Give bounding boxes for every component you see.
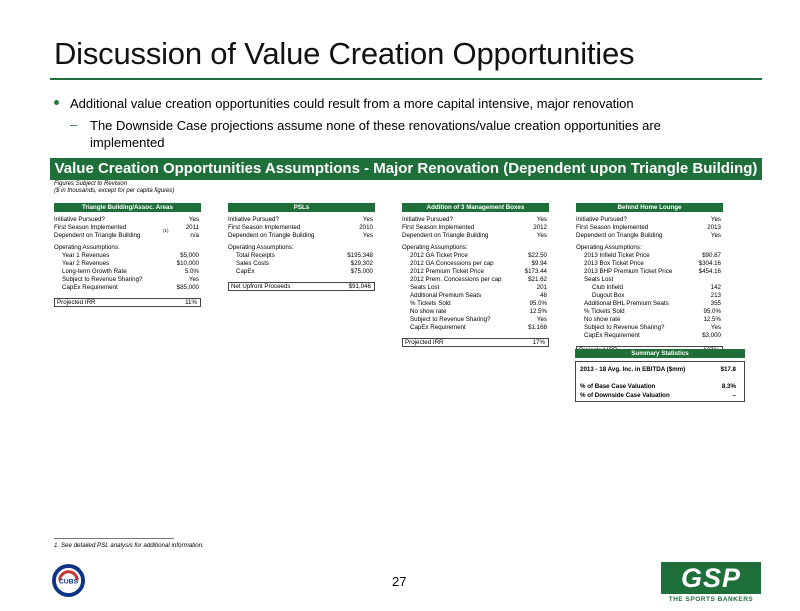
footnote-divider (54, 538, 174, 539)
assumption-row (576, 276, 723, 284)
projected-irr-box (54, 298, 201, 307)
assumption-label: Initiative Pursued? (576, 216, 627, 223)
note-revision: Figures Subject to Revision (54, 181, 128, 187)
assumption-value: 5.0% (184, 268, 199, 275)
assumption-row (576, 224, 723, 232)
summary-value: – (732, 392, 736, 399)
assumption-value: 12.5% (529, 308, 547, 315)
assumption-value: $5,000 (180, 252, 199, 259)
assumption-value: $195,348 (347, 252, 373, 259)
assumption-value: Yes (536, 316, 547, 323)
summary-header: Summary Statistics (575, 349, 745, 358)
assumption-value: Yes (710, 232, 721, 239)
assumption-label: CapEx Requirement (410, 324, 466, 331)
irr-value: $91,046 (348, 283, 371, 290)
assumption-row (402, 284, 549, 292)
assumption-label: 2013 BHP Premium Ticket Price (584, 268, 673, 275)
assumption-value: 355 (710, 300, 721, 307)
assumption-label: Additional Premium Seats (410, 292, 482, 299)
assumption-row (576, 260, 723, 268)
assumption-value: 95.0% (703, 308, 721, 315)
assumption-value: $22.50 (528, 252, 547, 259)
bullet-main-text: Additional value creation opportunities could result from a more capital intensive, major renovation (70, 96, 634, 111)
title-divider (50, 78, 762, 80)
assumption-value: 2012 (533, 224, 547, 231)
assumption-value: 95.0% (529, 300, 547, 307)
bullet-dot-icon (54, 100, 59, 105)
assumption-row (228, 268, 375, 276)
gsp-logo-text: GSP (661, 562, 761, 594)
assumption-value: 12.5% (703, 316, 721, 323)
irr-label: Projected IRR (57, 299, 96, 306)
assumption-value: $304.16 (698, 260, 721, 267)
summary-value: $17.8 (720, 366, 736, 373)
operating-assumptions-text: Operating Assumptions: (54, 244, 120, 251)
summary-label: % of Base Case Valuation (580, 383, 656, 390)
assumption-row (576, 316, 723, 324)
operating-assumptions-label (228, 244, 375, 252)
assumption-row (576, 232, 723, 240)
assumption-value: $1,168 (528, 324, 547, 331)
assumption-label: CapEx Requirement (584, 332, 640, 339)
assumption-label: 2012 Prem. Concessions per cap (410, 276, 502, 283)
assumption-label: Year 1 Revenues (62, 252, 110, 259)
column-header: Addition of 3 Management Boxes (402, 203, 549, 212)
assumption-column (54, 203, 201, 307)
assumption-value: 201 (536, 284, 547, 291)
assumption-label: Long-term Growth Rate (62, 268, 127, 275)
summary-label: 2013 - 18 Avg. Inc. in EBITDA ($mm) (580, 366, 686, 373)
assumption-label: First Season Implemented (54, 224, 127, 231)
assumption-label: First Season Implemented (228, 224, 301, 231)
note-units: ($ in thousands, except for per capita figures) (54, 188, 175, 194)
assumption-value: Yes (536, 232, 547, 239)
assumption-row (576, 216, 723, 224)
assumption-label: Subject to Revenue Sharing? (410, 316, 491, 323)
assumption-row (402, 216, 549, 224)
assumption-row (402, 292, 549, 300)
assumption-label: Dugout Box (592, 292, 625, 299)
assumption-row (576, 268, 723, 276)
assumption-label: Year 2 Revenues (62, 260, 110, 267)
assumption-value: $29,302 (350, 260, 373, 267)
assumption-label: Club Infield (592, 284, 623, 291)
assumption-label: 2013 Box Ticket Price (584, 260, 644, 267)
summary-box (575, 361, 745, 402)
operating-assumptions-text: Operating Assumptions: (228, 244, 294, 251)
assumption-value: $90.87 (702, 252, 721, 259)
notes (54, 181, 174, 195)
cubs-logo-icon (51, 563, 86, 598)
irr-value: 17% (532, 339, 545, 346)
summary-row (578, 382, 742, 391)
assumption-label: Initiative Pursued? (54, 216, 105, 223)
assumption-row (402, 308, 549, 316)
assumption-value: $454.16 (698, 268, 721, 275)
assumption-value: 2010 (359, 224, 373, 231)
page-number: 27 (392, 574, 407, 589)
assumption-value: 2011 (185, 224, 199, 231)
assumption-column (228, 203, 375, 291)
assumption-row (576, 332, 723, 340)
bullet-dash: – (70, 117, 78, 132)
gsp-logo (661, 562, 761, 606)
assumption-value: $85,000 (176, 284, 199, 291)
assumption-row (576, 324, 723, 332)
assumption-row (576, 300, 723, 308)
assumption-row (402, 232, 549, 240)
page-title: Discussion of Value Creation Opportunities (54, 36, 635, 71)
assumption-label: % Tickets Sold (410, 300, 451, 307)
assumption-value: 142 (710, 284, 721, 291)
assumption-label: Initiative Pursued? (402, 216, 453, 223)
assumption-row (228, 216, 375, 224)
projected-irr-box (228, 282, 375, 291)
assumption-row (228, 224, 375, 232)
assumption-label: Subject to Revenue Sharing? (62, 276, 143, 283)
irr-value: 11% (185, 299, 197, 306)
bullet-sub-text: The Downside Case projections assume none of these renovations/value creation opportunities are implemented (90, 118, 661, 150)
assumption-row (54, 284, 201, 292)
assumption-label: No show rate (584, 316, 621, 323)
operating-assumptions-label (576, 244, 723, 252)
summary-row (578, 365, 742, 374)
operating-assumptions-label (54, 244, 201, 252)
assumption-value: 48 (540, 292, 547, 299)
summary-statistics (575, 349, 745, 402)
assumption-row (54, 260, 201, 268)
operating-assumptions-text: Operating Assumptions: (402, 244, 468, 251)
assumption-label: 2012 Premium Ticket Price (410, 268, 484, 275)
assumption-label: Seats Lost (584, 276, 614, 283)
summary-row (578, 391, 742, 400)
assumption-value: n/a (190, 232, 199, 239)
column-header: PSLs (228, 203, 375, 212)
assumption-label: Initiative Pursued? (228, 216, 279, 223)
column-header: Triangle Building/Assoc. Areas (54, 203, 201, 212)
assumption-label: Seats Lost (410, 284, 440, 291)
assumption-value: Yes (188, 276, 199, 283)
assumption-row (54, 224, 201, 232)
assumption-row (228, 252, 375, 260)
assumption-label: 2012 GA Ticket Price (410, 252, 468, 259)
operating-assumptions-text: Operating Assumptions: (576, 244, 642, 251)
assumption-label: CapEx (236, 268, 255, 275)
assumption-column (576, 203, 723, 355)
assumption-row (576, 284, 723, 292)
assumption-row (402, 316, 549, 324)
footnote: 1. See detailed PSL analysis for additional information. (54, 542, 204, 549)
assumption-row (402, 324, 549, 332)
assumption-value: $75,000 (350, 268, 373, 275)
gsp-logo-subtitle: THE SPORTS BANKERS (668, 596, 754, 603)
assumption-value: $9.94 (531, 260, 547, 267)
assumption-value: Yes (710, 324, 721, 331)
psl-footnote-marker: (1) (163, 228, 169, 233)
assumption-label: Dependent on Triangle Building (54, 232, 141, 239)
projected-irr-box (402, 338, 549, 347)
assumption-value: Yes (188, 216, 199, 223)
assumption-label: Subject to Revenue Sharing? (584, 324, 665, 331)
assumption-row (402, 300, 549, 308)
assumption-value: Yes (710, 216, 721, 223)
assumption-row (402, 252, 549, 260)
assumption-row (228, 260, 375, 268)
assumption-row (402, 276, 549, 284)
assumption-value: Yes (536, 216, 547, 223)
assumption-value: Yes (362, 232, 373, 239)
assumption-label: Dependent on Triangle Building (228, 232, 315, 239)
cubs-logo-text: CUBS (58, 578, 79, 586)
irr-label: Projected IRR (405, 339, 444, 346)
assumption-label: No show rate (410, 308, 447, 315)
assumption-row (402, 224, 549, 232)
assumption-value: $173.44 (524, 268, 547, 275)
assumption-row (576, 308, 723, 316)
assumption-label: Additional BHL Premium Seats (584, 300, 669, 307)
assumption-value: $21.62 (528, 276, 547, 283)
summary-label: % of Downside Case Valuation (580, 392, 670, 399)
assumption-label: Total Receipts (236, 252, 275, 259)
assumption-label: 2012 GA Concessions per cap (410, 260, 494, 267)
assumption-label: 2013 Infield Ticket Price (584, 252, 650, 259)
assumption-value: $3,000 (702, 332, 721, 339)
assumption-row (402, 260, 549, 268)
assumption-value: 2013 (707, 224, 721, 231)
assumption-row (54, 268, 201, 276)
assumption-row (576, 292, 723, 300)
summary-value: 8.3% (721, 383, 736, 390)
irr-label: Net Upfront Proceeds (231, 283, 291, 290)
assumption-row (54, 276, 201, 284)
assumption-value: Yes (362, 216, 373, 223)
assumption-label: First Season Implemented (576, 224, 649, 231)
assumption-label: First Season Implemented (402, 224, 475, 231)
assumption-row (54, 232, 201, 240)
assumption-label: Dependent on Triangle Building (576, 232, 663, 239)
assumption-row (54, 216, 201, 224)
assumption-label: CapEx Requirement (62, 284, 118, 291)
assumption-row (576, 252, 723, 260)
assumption-label: % Tickets Sold (584, 308, 625, 315)
assumption-value: 213 (710, 292, 721, 299)
assumption-row (402, 268, 549, 276)
assumption-row (228, 232, 375, 240)
assumption-row (54, 252, 201, 260)
assumption-label: Dependent on Triangle Building (402, 232, 489, 239)
assumption-label: Sales Costs (236, 260, 270, 267)
operating-assumptions-label (402, 244, 549, 252)
column-header: Behind Home Lounge (576, 203, 723, 212)
assumption-value: $10,000 (176, 260, 199, 267)
assumption-column (402, 203, 549, 347)
section-banner: Value Creation Opportunities Assumptions - Major Renovation (Dependent upon Triangle Building) (50, 158, 762, 180)
